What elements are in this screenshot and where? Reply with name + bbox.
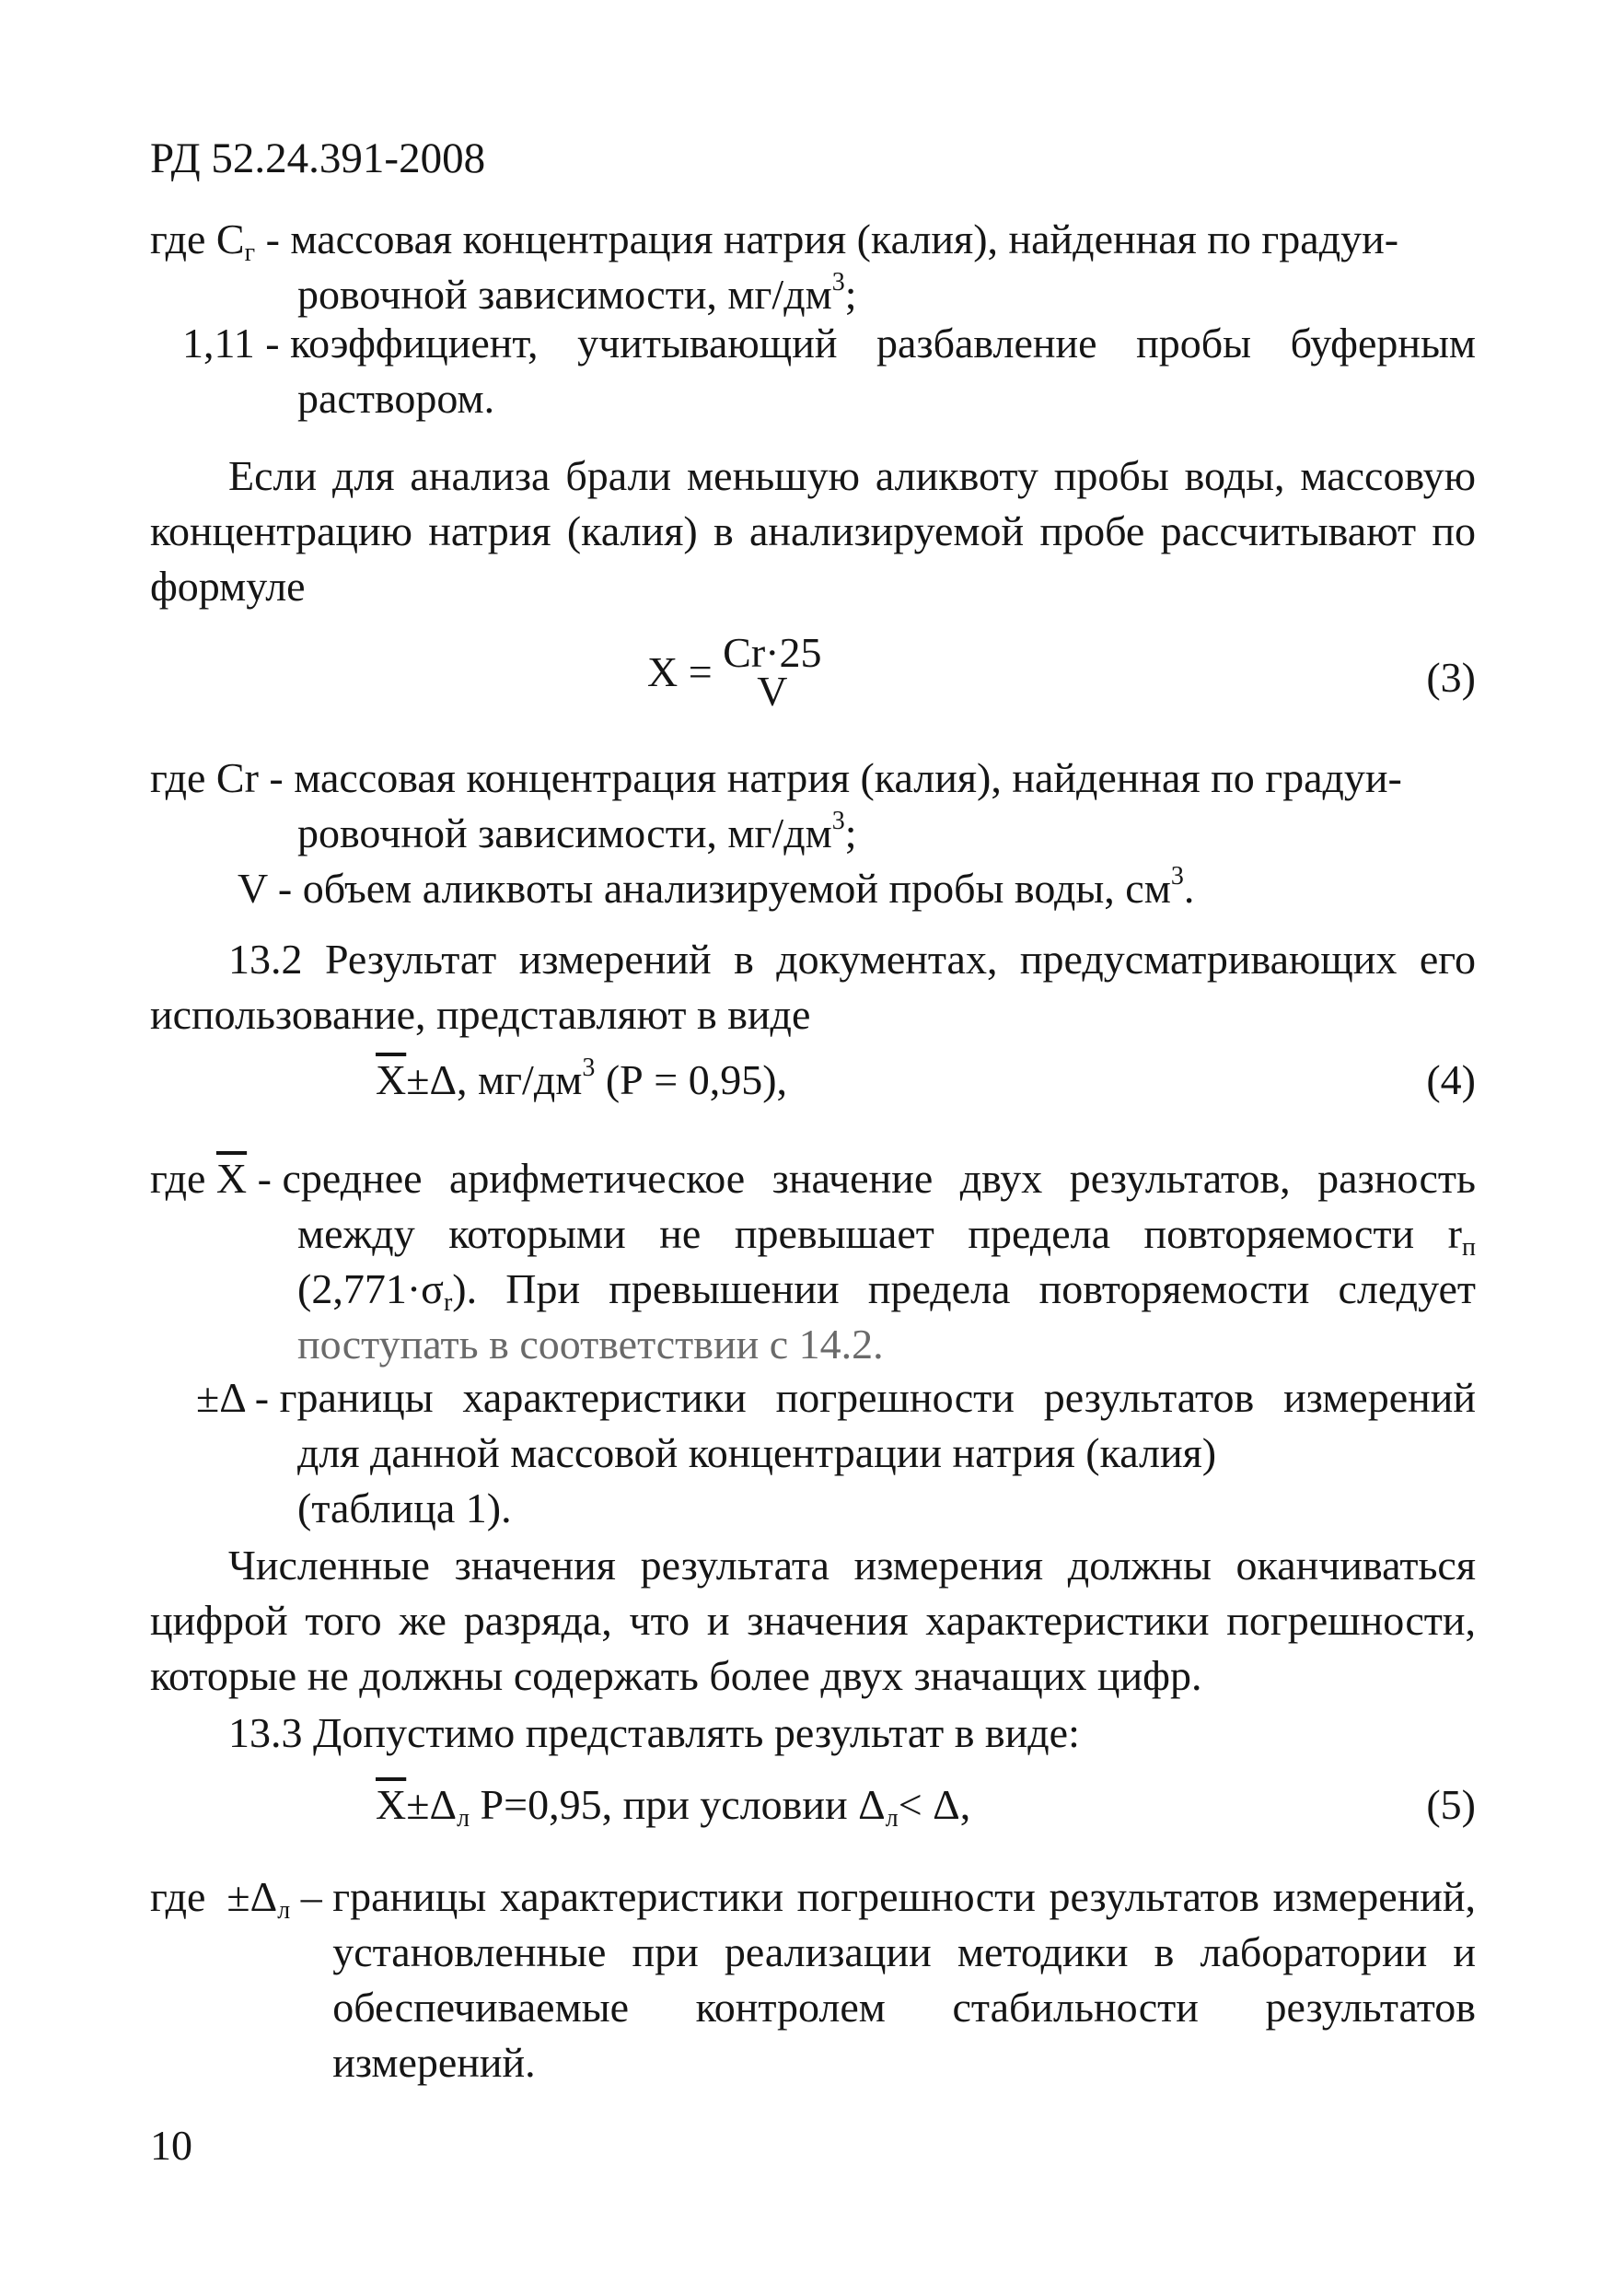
definition-text-cont: раствором. — [297, 375, 495, 422]
formula-4 — [150, 1053, 1476, 1117]
definition-text: массовая концентрация натрия (калия), найденная по градуи- — [290, 215, 1399, 262]
definition-symbol: где $\pm\Delta_л$ – — [150, 1873, 333, 1925]
paragraph-13-3: 13.3 Допустимо представлять результат в виде: — [228, 1709, 1080, 1756]
definition-symbol: ±Δ - — [196, 1374, 280, 1421]
definition-volume: V - объем аликвоты анализируемой пробы воды, $см^3$. — [238, 862, 1195, 912]
definition-delta-lab — [150, 1869, 1476, 2090]
definition-mean — [150, 1151, 1476, 1372]
definition-text-cont: ровочной зависимости, $мг/дм^3$; — [297, 807, 857, 856]
definition-coefficient — [150, 316, 1476, 426]
formula-3 — [150, 629, 1476, 726]
definition-symbol: где $\overline{X}$ - — [150, 1155, 283, 1202]
definition-text-cont: поступать в соответствии с 14.2. — [297, 1321, 884, 1368]
formula-5 — [150, 1777, 1476, 1842]
definition-symbol: где $С_г$ - — [150, 215, 291, 267]
formula-expression: $\overline{X}\pm\Delta_л$ Р=0,95, при условии $\Delta_л< \Delta$, — [376, 1781, 971, 1833]
formula-expression: $\overline{X}\pm\Delta$, $мг/дм^3$ (Р = 0,95), — [376, 1054, 788, 1103]
definition-text-cont: ровочной зависимости, $мг/дм^3$; — [297, 268, 857, 318]
page-number: 10 — [150, 2122, 192, 2169]
definition-text-cont: между которыми не превышает предела повторяемости $r_п$ — [297, 1210, 1476, 1262]
definition-text-cont: $(2,771\cdot\sigma_r)$. При превышении предела повторяемости следует — [297, 1265, 1476, 1317]
definition-text-cont: для данной массовой концентрации натрия (калия) — [297, 1429, 1217, 1476]
paragraph-aliquot: Если для анализа брали меньшую аликвоту пробы воды, массовую концентрацию натрия (калия) в анализируемой пробе рассчитывают по формуле — [150, 452, 1476, 610]
paragraph-13-2: 13.2 Результат измерений в документах, предусматривающих его использование, представляют в виде — [150, 936, 1476, 1038]
definition-cr — [150, 751, 1476, 916]
paragraph-numeric-values: Численные значения результата измерения должны оканчиваться цифрой того же разряда, что и значения характеристики погрешности, которые не должны содержать более двух значащих цифр. — [150, 1542, 1476, 1699]
definition-text: границы характеристики погрешности результатов измерений — [279, 1374, 1476, 1421]
definition-text: массовая концентрация натрия (калия), найденная по градуи- — [294, 754, 1402, 801]
formula-denominator: V — [757, 668, 788, 715]
definition-text: среднее арифметическое значение двух результатов, разность — [282, 1155, 1476, 1202]
document-header: РД 52.24.391-2008 — [150, 134, 486, 182]
definition-text: границы характеристики погрешности результатов измерений, установленные при реализации методики в лаборатории и обеспечиваемые контролем стабильности результатов измерений. — [332, 1873, 1476, 2086]
formula-number: (3) — [1426, 654, 1476, 701]
formula-number: (5) — [1426, 1781, 1476, 1828]
definition-delta — [150, 1370, 1476, 1536]
formula-fraction — [723, 629, 822, 715]
definition-cg — [150, 212, 1476, 322]
definition-symbol: где Cr - — [150, 754, 295, 801]
formula-numerator: Cr·25 — [723, 629, 822, 676]
definition-text-cont: (таблица 1). — [297, 1484, 512, 1531]
formula-number: (4) — [1426, 1056, 1476, 1103]
definition-text: коэффициент, учитывающий разбавление пробы буферным — [290, 320, 1476, 367]
definition-symbol: 1,11 - — [182, 320, 291, 367]
formula-lhs: X = — [647, 648, 713, 695]
